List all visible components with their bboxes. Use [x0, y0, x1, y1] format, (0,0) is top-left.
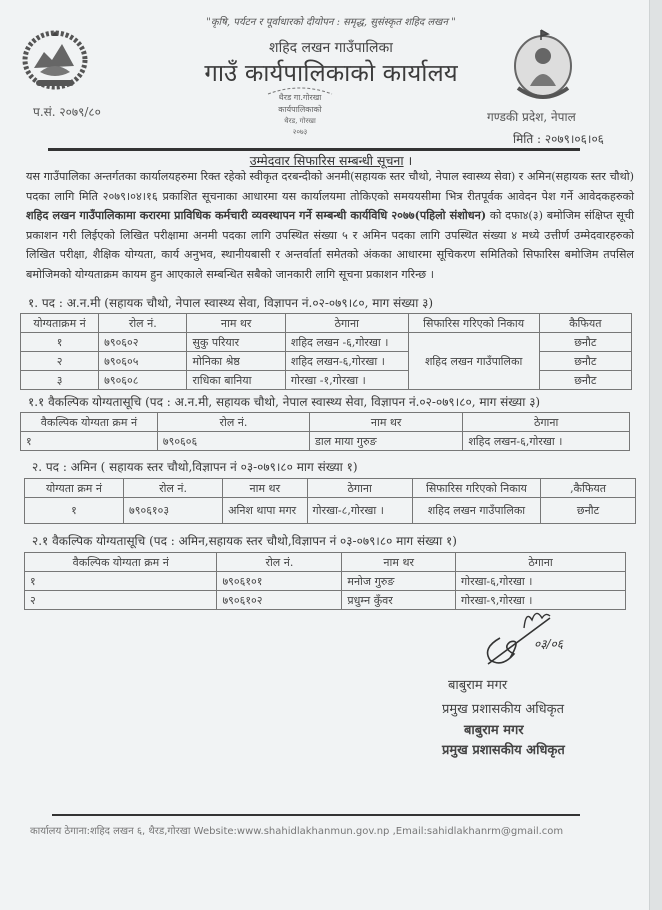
- rank: २: [25, 591, 217, 610]
- table-row: [21, 432, 630, 451]
- fiscal-year: प.सं. २०७९/८०: [33, 105, 101, 119]
- martyr-portrait-emblem-icon: [508, 28, 578, 102]
- col-rank: वैकल्पिक योग्यता क्रम नं: [21, 413, 158, 432]
- signatory-name: बाबुराम मगर: [448, 678, 508, 693]
- signatory-title: प्रमुख प्रशासकीय अधिकृत: [442, 702, 565, 717]
- rank: १: [25, 498, 124, 524]
- paragraph-part1: यस गाउँपालिका अन्तर्गतका कार्यालयहरुमा रिक्त रहेको स्वीकृत दरबन्दीको अनमी(सहायक स्तर चौथो, नेपाल स्वास्थ्य सेवा) र अमिन(सहायक स्तर चौथो) पदका लागि मिति २०७९।०४।१६ प्रकाशित सूचनाका आधारमा यस कार्यालयमा तोकिएको समययसीमा भित्र रीतपूर्वक आवेदन पेश गर्ने आवेदकहरुको: [26, 170, 634, 203]
- handwritten-signature-icon: [480, 608, 570, 668]
- table-row: [21, 371, 632, 390]
- name: डाल माया गुरुङ: [309, 432, 462, 451]
- agency: शहिद लखन गाउँपालिका: [408, 333, 539, 390]
- stamp-signatory-title: प्रमुख प्रशासकीय अधिकृत: [442, 743, 565, 758]
- address: शहिद लखन -६,गोरखा ।: [285, 333, 408, 352]
- name: सुकु परियार: [187, 333, 285, 352]
- rank: १: [25, 572, 217, 591]
- col-remark: कैफियत: [539, 314, 631, 333]
- rank: २: [21, 352, 99, 371]
- section1-1-heading: १.१ वैकल्पिक योग्यतासूचि (पद : अ.न.मी, सहायक चौथो, नेपाल स्वास्थ्य सेवा, विज्ञापन नं.०२-०७९।८०, माग संख्या ३): [28, 395, 541, 409]
- paragraph-bold: शहिद लखन गाउँपालिकामा करारमा प्राविधिक कर्मचारी व्यवस्थापन गर्ने सम्बन्धी कार्यविधि २०७७(पहिलो संशोधन): [26, 208, 487, 222]
- roll: ७९०६१०२: [217, 591, 342, 610]
- section1-1-table: [20, 412, 630, 451]
- address: गोरखा-९,गोरखा ।: [456, 591, 626, 610]
- address: गोरखा-८,गोरखा ।: [307, 498, 412, 524]
- col-roll: रोल नं.: [157, 413, 309, 432]
- svg-text:थैरड, गोरखा: थैरड, गोरखा: [284, 117, 316, 125]
- municipality-name: शहिद लखन गाउँपालिका: [269, 40, 393, 56]
- province-label: गण्डकी प्रदेश, नेपाल: [487, 110, 576, 124]
- col-name: नाम थर: [309, 413, 462, 432]
- col-name: नाम थर: [223, 479, 307, 498]
- notice-title-suffix: ।: [403, 153, 413, 168]
- col-agency: सिफारिस गरिएको निकाय: [412, 479, 540, 498]
- address: शहिद लखन-६,गोरखा ।: [285, 352, 408, 371]
- col-name: नाम थर: [342, 553, 456, 572]
- svg-text:थैरड गा.गोरखा: थैरड गा.गोरखा: [278, 93, 322, 102]
- handwritten-date: ०३/०६: [534, 637, 564, 651]
- name: मोनिका श्रेष्ठ: [187, 352, 285, 371]
- table-row: [21, 333, 632, 352]
- table-header-row: [25, 479, 636, 498]
- rank: ३: [21, 371, 99, 390]
- roll: ७९०६०२: [99, 333, 187, 352]
- roll: ७९०६१०३: [124, 498, 223, 524]
- name: राधिका बानिया: [187, 371, 285, 390]
- scan-edge: [649, 0, 662, 910]
- table-header-row: [21, 413, 630, 432]
- svg-text:कार्यपालिकाको: कार्यपालिकाको: [278, 105, 322, 114]
- svg-text:२०७३: २०७३: [292, 128, 308, 136]
- col-agency: सिफारिस गरिएको निकाय: [408, 314, 539, 333]
- col-remark: ,कैफियत: [541, 479, 636, 498]
- table-row: [21, 352, 632, 371]
- table-row: [25, 591, 626, 610]
- address: गोरखा -१,गोरखा ।: [285, 371, 408, 390]
- col-rank: योग्यता क्रम नं: [25, 479, 124, 498]
- table-row: [25, 572, 626, 591]
- col-roll: रोल नं.: [124, 479, 223, 498]
- footer: [30, 823, 563, 837]
- name: मनोज गुरुङ: [342, 572, 456, 591]
- notice-title-text: उम्मेदवार सिफारिस सम्बन्धी सूचना: [249, 153, 404, 168]
- section2-1-table: [24, 552, 626, 610]
- remark: छनौट: [539, 371, 631, 390]
- remark: छनौट: [539, 333, 631, 352]
- notice-paragraph: [26, 167, 634, 284]
- section1-heading: १. पद : अ.न.मी (सहायक चौथो, नेपाल स्वास्थ्य सेवा, विज्ञापन नं.०२-०७९।८०, माग संख्या ३): [28, 296, 434, 310]
- name: अनिश थापा मगर: [223, 498, 307, 524]
- remark: छनौट: [541, 498, 636, 524]
- footer-email[interactable]: ,Email:sahidlakhanrm@gmail.com: [389, 826, 564, 837]
- col-rank: वैकल्पिक योग्यता क्रम नं: [25, 553, 217, 572]
- remark: छनौट: [539, 352, 631, 371]
- table-row: [25, 498, 636, 524]
- table-header-row: [21, 314, 632, 333]
- address: गोरखा-६,गोरखा ।: [456, 572, 626, 591]
- section2-1-heading: २.१ वैकल्पिक योग्यतासूचि (पद : अमिन,सहायक स्तर चौथो,विज्ञापन नं ०३-०७९।८० माग संख्या १): [32, 534, 457, 548]
- office-stamp-icon: [262, 86, 338, 138]
- address: शहिद लखन-६,गोरखा ।: [463, 432, 630, 451]
- footer-divider: [52, 814, 580, 816]
- section2-heading: २. पद : अमिन ( सहायक स्तर चौथो,विज्ञापन नं ०३-०७९।८० माग संख्या १): [32, 460, 358, 474]
- col-address: ठेगाना: [463, 413, 630, 432]
- office-name: गाउँ कार्यपालिकाको कार्यालय: [204, 59, 458, 87]
- roll: ७९०६०६: [157, 432, 309, 451]
- rank: १: [21, 333, 99, 352]
- agency: शहिद लखन गाउँपालिका: [412, 498, 540, 524]
- name: प्रधुम्न कुँवर: [342, 591, 456, 610]
- col-roll: रोल नं.: [217, 553, 342, 572]
- col-rank: योग्यताक्रम नं: [21, 314, 99, 333]
- footer-website[interactable]: Website:www.shahidlakhanmun.gov.np: [190, 826, 390, 837]
- col-address: ठेगाना: [285, 314, 408, 333]
- table-header-row: [25, 553, 626, 572]
- motto: "कृषि, पर्यटन र पूर्वाधारको दीयोपन : समृद्ध, सुसंस्कृत शहिद लखन ": [206, 17, 456, 28]
- rank: १: [21, 432, 158, 451]
- stamp-signatory-name: बाबुराम मगर: [464, 723, 524, 738]
- paragraph-part2: को दफा४(३) बमोजिम संक्षिप्त सूची प्रकाशन गरी लिईएको लिखित परीक्षामा अनमी पदका लागि उपस्थित संख्या ५ र अमिन पदका लागि उपस्थित संख्या ४ मध्ये उत्तीर्ण उम्मेदवारहरुको लिखित परीक्षा, शैक्षिक योग्यता, कार्य अनुभव, स्थानीयबासी र अन्तर्वार्ता समेतको अंकका आधारमा सूचिकरण समितिको सिफारिस बमोजिम तपसिल बमोजिमको योग्यताक्रम कायम हुन आएकाले सम्बन्धित सबैको जानकारी लागि सूचना प्रकाशन गरिन्छ ।: [26, 209, 634, 281]
- col-name: नाम थर: [187, 314, 285, 333]
- section1-table: [20, 313, 632, 390]
- roll: ७९०६०५: [99, 352, 187, 371]
- footer-address: कार्यालय ठेगाना:शहिद लखन ६, थैरड,गोरखा: [30, 826, 191, 837]
- col-address: ठेगाना: [456, 553, 626, 572]
- issue-date: मिति : २०७९।०६।०६: [513, 132, 604, 146]
- roll: ७९०६१०१: [217, 572, 342, 591]
- col-address: ठेगाना: [307, 479, 412, 498]
- roll: ७९०६०८: [99, 371, 187, 390]
- col-roll: रोल नं.: [99, 314, 187, 333]
- header-divider: [48, 148, 580, 151]
- section2-table: [24, 478, 636, 524]
